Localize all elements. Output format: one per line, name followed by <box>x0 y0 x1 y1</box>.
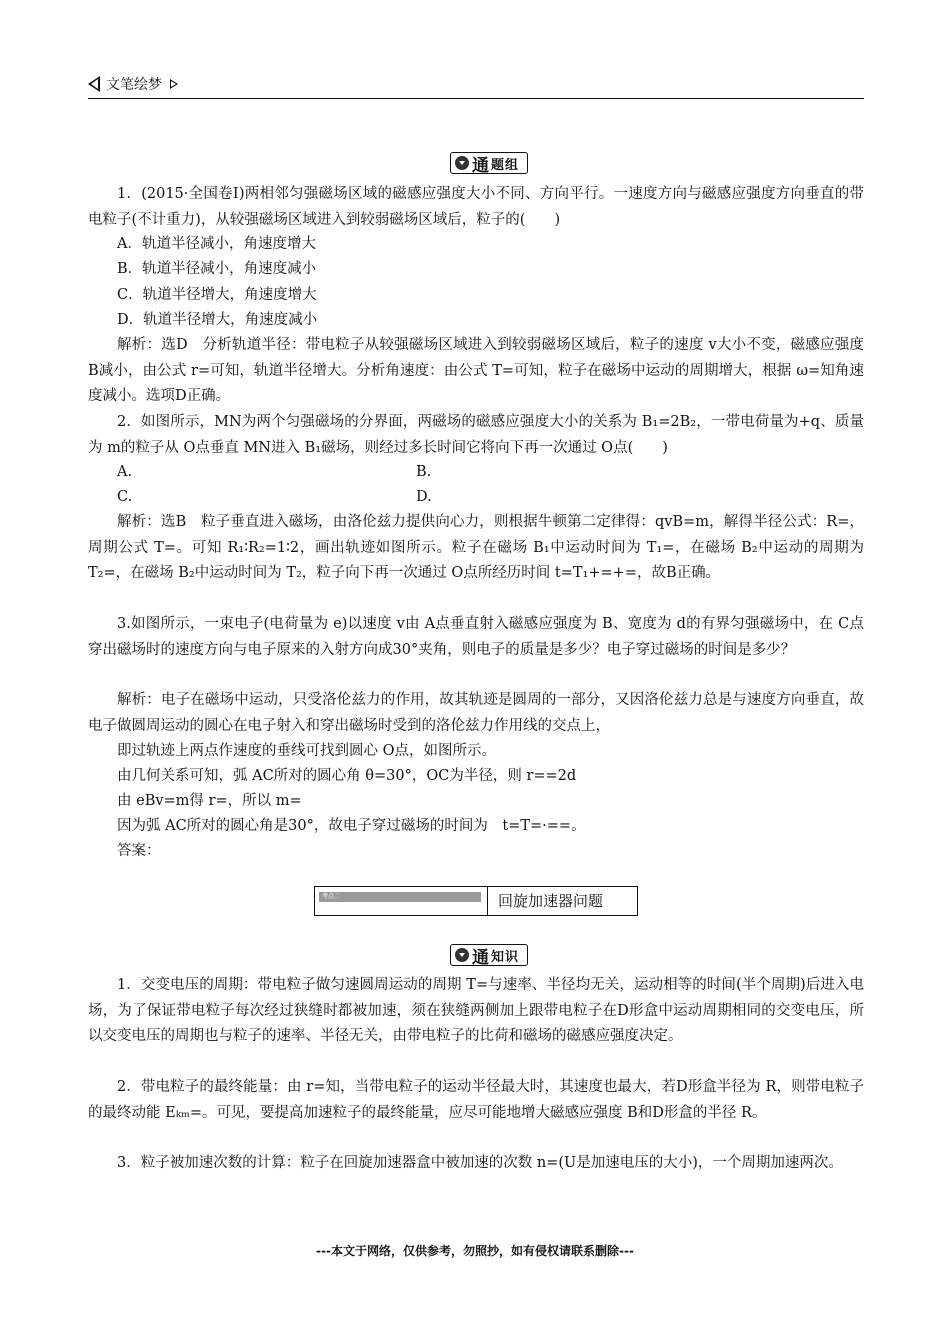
knowledge-3: 3．粒子被加速次数的计算：粒子在回旋加速器盒中被加速的次数 n=(U是加速电压的大小)，一个周期加速两次。 <box>117 1155 843 1171</box>
q2-option-a: A. <box>117 464 133 480</box>
q1-option-d: D．轨道半径增大，角速度减小 <box>117 312 318 328</box>
q2-option-c: C. <box>117 489 133 505</box>
q1-option-b: B．轨道半径减小，角速度减小 <box>117 261 317 277</box>
section-badge-knowledge <box>450 944 528 966</box>
q3-line-3: 由 eBv=m得 r=，所以 m= <box>117 793 302 809</box>
chevron-circle-icon <box>455 156 469 170</box>
q3-line-2: 由几何关系可知，弧 AC所对的圆心角 θ=30°，OC为半径，则 r==2d <box>117 768 577 784</box>
chevron-circle-icon <box>455 948 469 962</box>
brand <box>88 74 178 94</box>
topic-tag: 考点二 <box>319 892 481 902</box>
knowledge-1: 1．交变电压的周期：带电粒子做匀速圆周运动的周期 T=与速率、半径均无关，运动相等的时间(半个周期)后进入电场，为了保证带电粒子每次经过狭缝时都被加速，须在狭缝两侧加上跟带电粒子在D形盒中运动周期相同的交变电压，所以交变电压的周期也与粒子的速率、半径无关，由带电粒子的比荷和磁场的磁感应强度决定。 <box>88 977 864 1044</box>
badge-big-text: 通 <box>472 155 489 176</box>
q3-analysis: 解析：电子在磁场中运动，只受洛伦兹力的作用，故其轨迹是圆周的一部分，又因洛伦兹力总是与速度方向垂直，故电子做圆周运动的圆心在电子射入和穿出磁场时受到的洛伦兹力作用线的交点上， <box>88 692 864 734</box>
footer-note: ---本文于网络，仅供参考，勿照抄，如有侵权请联系删除--- <box>316 1244 634 1258</box>
q3-answer: 答案： <box>117 843 161 859</box>
q1-option-c: C．轨道半径增大，角速度增大 <box>117 287 317 303</box>
triangle-right-icon <box>170 79 178 89</box>
q3-stem: 3.如图所示，一束电子(电荷量为 e)以速度 v由 A点垂直射入磁感应强度为 B、宽度为 d的有界匀强磁场中，在 C点穿出磁场时的速度方向与电子原来的入射方向成30°夹角，则电子的质量是多少？电子穿过磁场的时间是多少？ <box>88 616 864 658</box>
q3-line-1: 即过轨迹上两点作速度的垂线可找到圆心 O点，如图所示。 <box>117 743 496 759</box>
section-badge-problems <box>450 152 528 174</box>
q1-stem: 1．(2015·全国卷Ⅰ)两相邻匀强磁场区域的磁感应强度大小不同、方向平行。一速度方向与磁感应强度方向垂直的带电粒子(不计重力)，从较强磁场区域进入到较弱磁场区域后，粒子的( ) <box>88 186 864 228</box>
topic-heading <box>314 886 638 916</box>
q3-line-4: 因为弧 AC所对的圆心角是30°，故电子穿过磁场的时间为 t=T=·==。 <box>117 818 586 834</box>
q2-option-b: B. <box>416 464 432 480</box>
triangle-left-icon <box>88 76 100 92</box>
badge-box <box>450 152 528 174</box>
q2-analysis: 解析：选B 粒子垂直进入磁场，由洛伦兹力提供向心力，则根据牛顿第二定律得：qvB=m，解得半径公式：R=，周期公式 T=。可知 R₁∶R₂=1∶2，画出轨迹如图所示。粒子在磁场 B₁中运动时间为 T₁=，在磁场 B₂中运动的周期为 T₂=，在磁场 B₂中运动时间为 T₂，粒子向下再一次通过 O点所经历时间 t=T₁+=+=，故B正确。 <box>88 514 869 581</box>
topic-title: 回旋加速器问题 <box>498 892 604 910</box>
q1-analysis: 解析：选D 分析轨道半径：带电粒子从较强磁场区域进入到较弱磁场区域后，粒子的速度 v大小不变，磁感应强度 B减小，由公式 r=可知，轨道半径增大。分析角速度：由公式 T=可知，粒子在磁场中运动的周期增大，根据 ω=知角速度减小。选项D正确。 <box>88 337 869 404</box>
knowledge-2: 2．带电粒子的最终能量：由 r=知，当带电粒子的运动半径最大时，其速度也最大，若D形盒半径为 R，则带电粒子的最终动能 Eₖₘ=。可见，要提高加速粒子的最终能量，应尽可能地增大磁感应强度 B和D形盒的半径 R。 <box>88 1079 864 1121</box>
badge-small-text: 知识 <box>491 949 520 965</box>
brand-text: 文笔绘梦 <box>106 77 162 93</box>
badge-small-text: 题组 <box>491 157 520 173</box>
q2-option-d: D. <box>416 489 432 505</box>
q1-option-a: A．轨道半径减小，角速度增大 <box>117 236 316 252</box>
topic-tag-cell <box>315 887 488 915</box>
badge-big-text: 通 <box>472 947 489 968</box>
page-header <box>88 70 864 99</box>
badge-box <box>450 944 528 966</box>
q2-stem: 2．如图所示，MN为两个匀强磁场的分界面，两磁场的磁感应强度大小的关系为 B₁=2B₂，一带电荷量为+q、质量为 m的粒子从 O点垂直 MN进入 B₁磁场，则经过多长时间它将向下再一次通过 O点( ) <box>88 414 864 456</box>
